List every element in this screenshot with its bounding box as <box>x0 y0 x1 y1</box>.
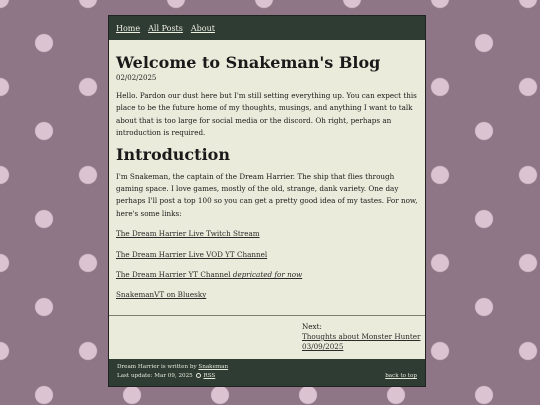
blog-page <box>108 15 426 387</box>
twitch-stream-link[interactable]: The Dream Harrier Live Twitch Stream <box>116 229 260 239</box>
post-title: Welcome to Snakeman's Blog <box>116 53 381 72</box>
section-heading: Introduction <box>116 144 230 164</box>
next-post-date: 03/09/2025 <box>302 342 344 351</box>
link-item <box>116 269 418 281</box>
top-nav <box>109 16 425 40</box>
footer-line-2 <box>117 372 417 381</box>
bluesky-link[interactable]: SnakemanVT on Bluesky <box>116 290 207 300</box>
section-text: I'm Snakeman, the captain of the Dream Harrier. The ship that flies through gaming space. I love games, mostly of the old, strange, dank variety. One day perhaps I'll post a top 100 so you can get a pretty good idea of my tastes. For now, here's some links: <box>116 171 418 218</box>
back-to-top-link[interactable]: back to top <box>385 373 417 379</box>
yt-channel-link-note: depricated for now <box>232 270 303 280</box>
link-list <box>116 228 418 302</box>
link-item <box>116 289 418 301</box>
yt-channel-link-label: The Dream Harrier YT Channel <box>116 270 231 280</box>
next-post-title: Thoughts about Monster Hunter <box>302 332 421 341</box>
link-item <box>116 228 418 240</box>
author-link[interactable]: Snakeman <box>198 364 229 370</box>
post-intro: Hello. Pardon our dust here but I'm still setting everything up. You can expect this place to be the future home of my thoughts, musings, and anything I want to talk about that is too large for social media or the discord. Oh right, perhaps an introduction is required. <box>116 91 417 138</box>
rss-icon <box>196 373 201 378</box>
nav-home-link[interactable]: Home <box>116 23 141 33</box>
next-label: Next: <box>302 322 322 331</box>
nav-all-posts-link[interactable]: All Posts <box>148 23 183 33</box>
footer-update <box>117 372 215 381</box>
footer-credit <box>117 363 417 372</box>
post-date: 02/02/2025 <box>116 74 157 82</box>
next-post <box>302 322 420 352</box>
post-content <box>109 40 425 302</box>
written-by-text: Dream Harrier is written by <box>117 364 197 370</box>
yt-channel-link[interactable] <box>116 270 302 279</box>
nav-about-link[interactable]: About <box>190 23 215 33</box>
next-post-link[interactable] <box>302 332 420 352</box>
site-footer <box>109 359 425 386</box>
rss-link[interactable]: RSS <box>203 373 216 379</box>
last-update-text: Last update: Mar 09, 2025 <box>117 373 193 379</box>
vod-channel-link[interactable]: The Dream Harrier Live VOD YT Channel <box>116 249 268 259</box>
link-item <box>116 249 418 261</box>
post-navigation <box>109 315 425 361</box>
